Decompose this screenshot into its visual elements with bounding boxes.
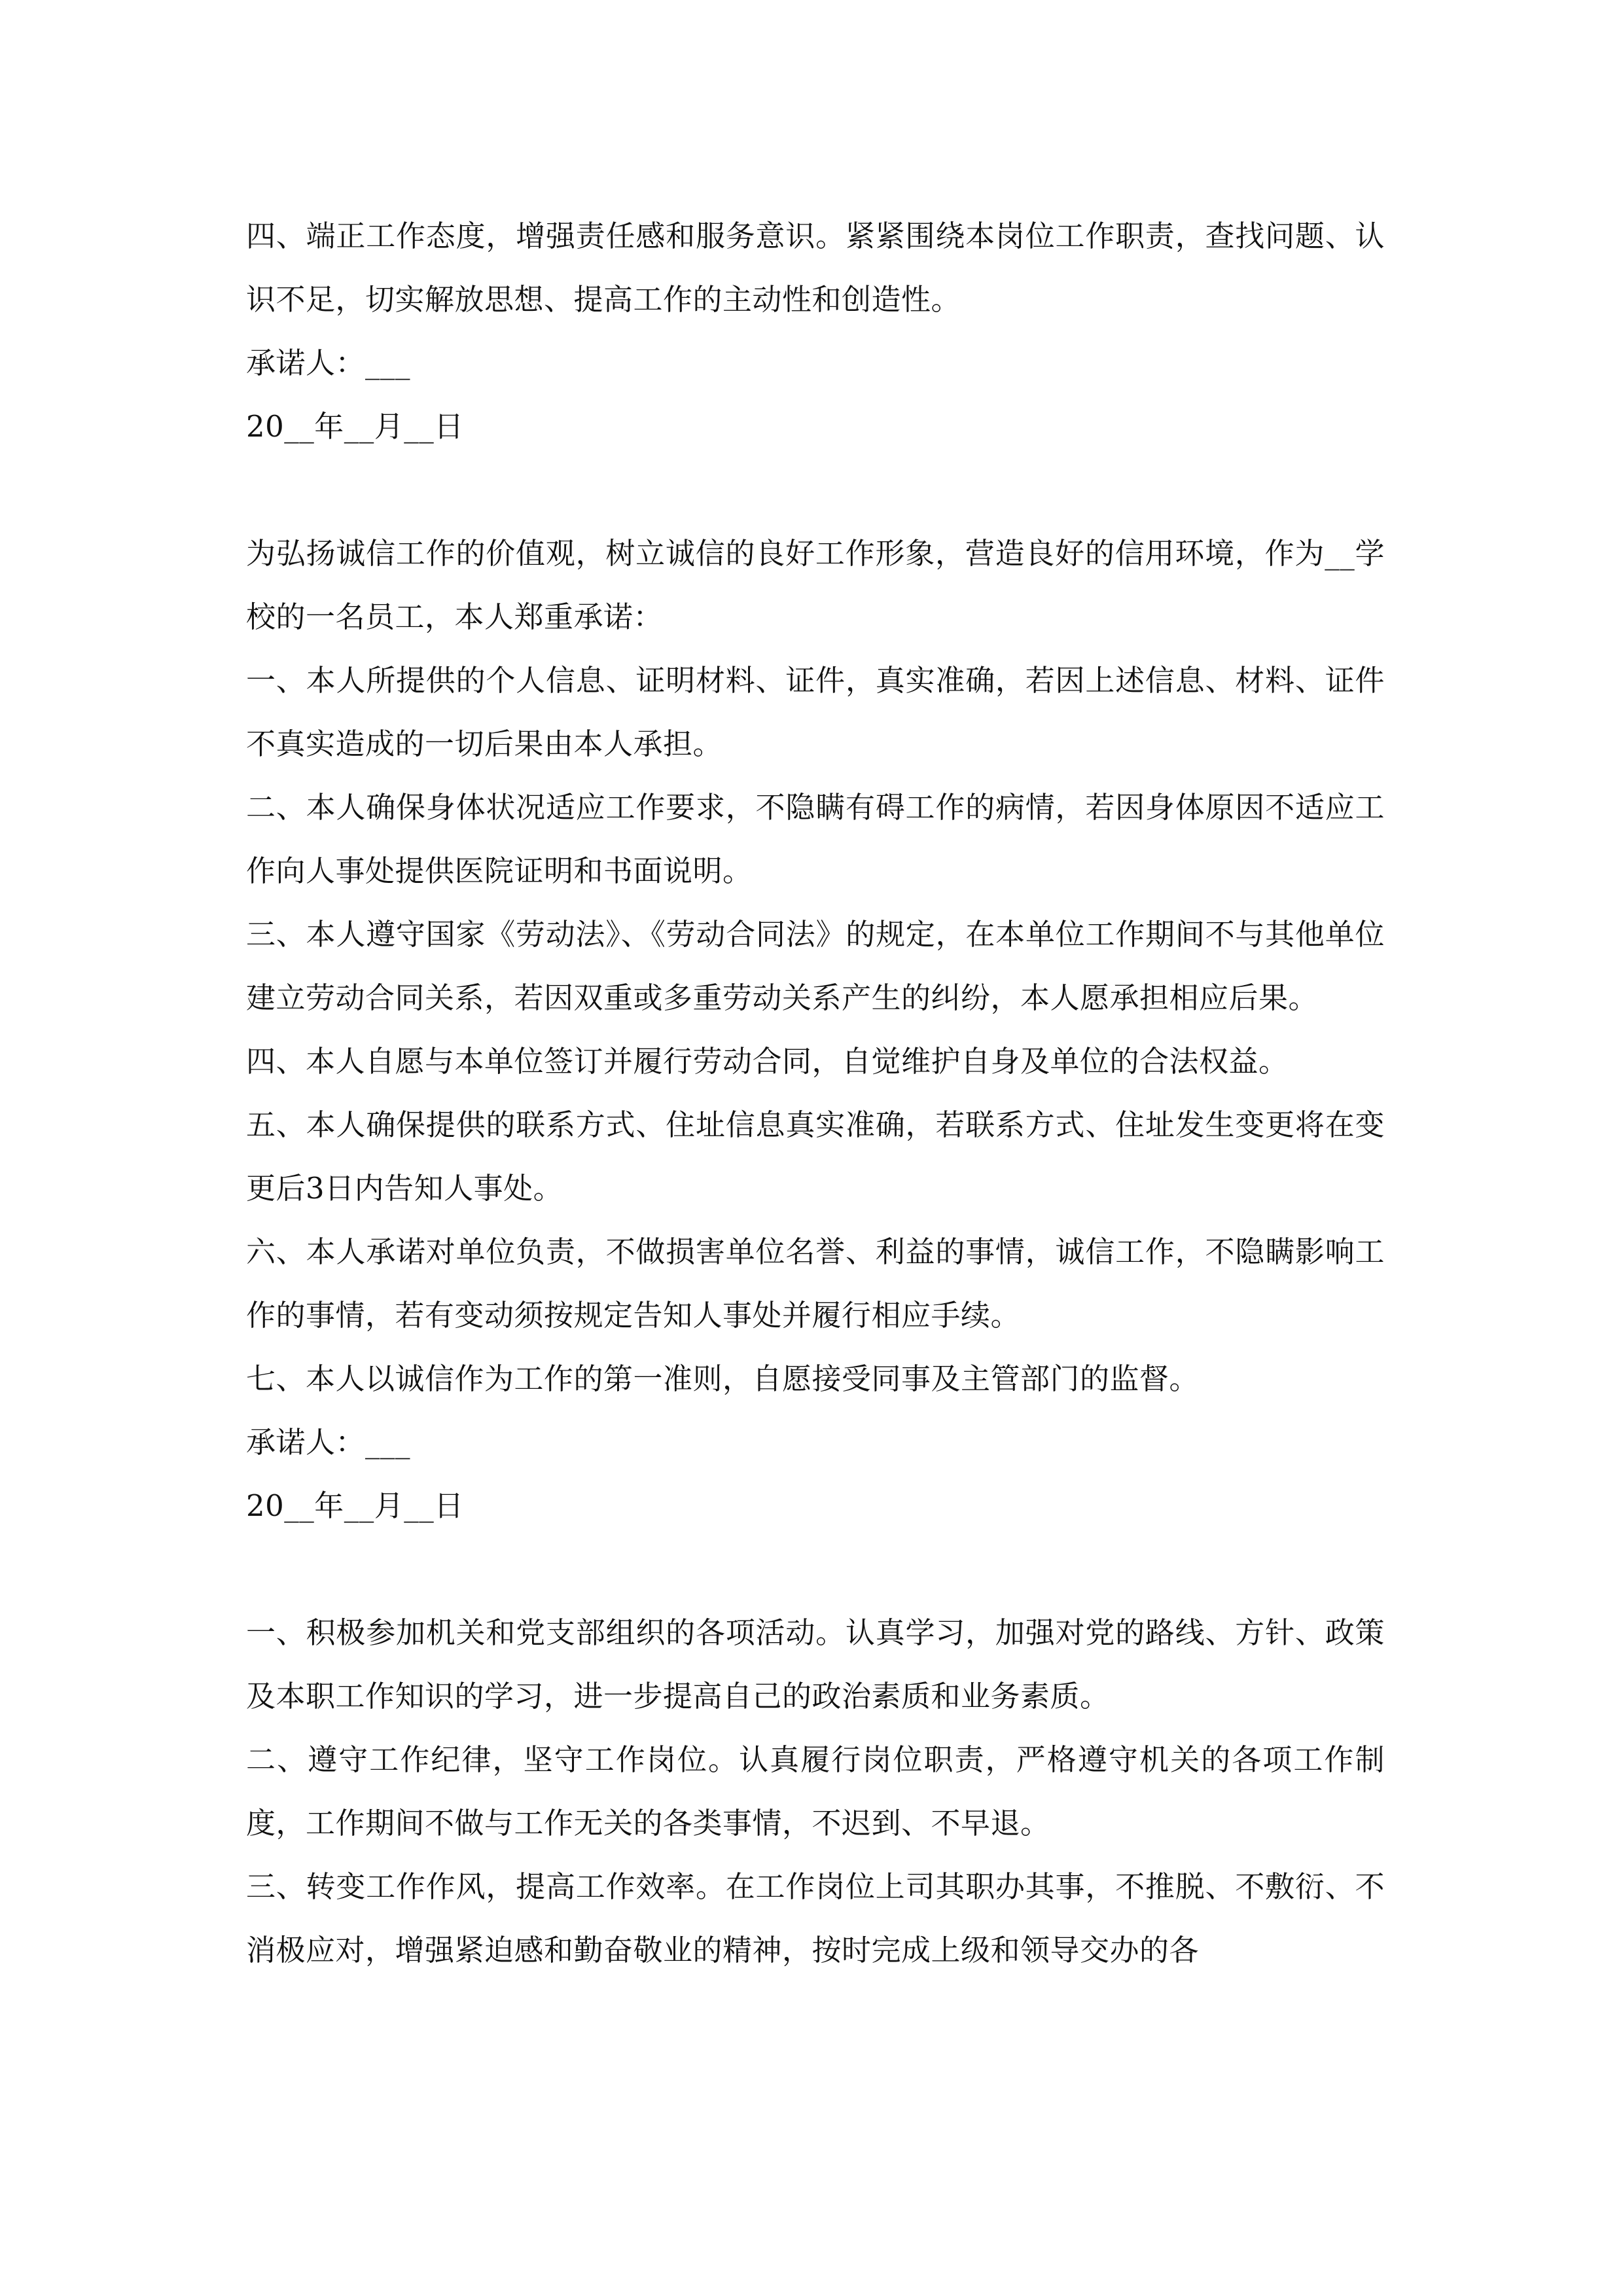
date-line: 20__年__月__日 (246, 1488, 464, 1523)
signer-line: 承诺人：___ (246, 1425, 411, 1460)
document-body (246, 204, 1385, 1982)
commitment-item-4: 四、端正工作态度，增强责任感和服务意识。紧紧围绕本岗位工作职责，查找问题、认识不足，切实解放思想、提高工作的主动性和创造性。 (246, 219, 1385, 317)
commitment-item: 六、本人承诺对单位负责，不做损害单位名誉、利益的事情，诚信工作，不隐瞒影响工作的事情，若有变动须按规定告知人事处并履行相应手续。 (246, 1234, 1385, 1333)
commitment-item: 二、本人确保身体状况适应工作要求，不隐瞒有碍工作的病情，若因身体原因不适应工作向人事处提供医院证明和书面说明。 (246, 790, 1385, 888)
commitment-item: 三、转变工作作风，提高工作效率。在工作岗位上司其职办其事，不推脱、不敷衍、不消极应对，增强紧迫感和勤奋敬业的精神，按时完成上级和领导交办的各 (246, 1869, 1385, 1967)
section-spacer (246, 458, 1385, 522)
section-spacer (246, 1537, 1385, 1601)
commitment-item: 七、本人以诚信作为工作的第一准则，自愿接受同事及主管部门的监督。 (246, 1361, 1200, 1396)
commitment-item: 五、本人确保提供的联系方式、住址信息真实准确，若联系方式、住址发生变更将在变更后3日内告知人事处。 (246, 1107, 1385, 1206)
commitment-item: 四、本人自愿与本单位签订并履行劳动合同，自觉维护自身及单位的合法权益。 (246, 1044, 1289, 1079)
commitment-item: 二、遵守工作纪律，坚守工作岗位。认真履行岗位职责，严格遵守机关的各项工作制度，工作期间不做与工作无关的各类事情，不迟到、不早退。 (246, 1742, 1385, 1840)
commitment-item: 三、本人遵守国家《劳动法》、《劳动合同法》的规定，在本单位工作期间不与其他单位建立劳动合同关系，若因双重或多重劳动关系产生的纠纷，本人愿承担相应后果。 (246, 917, 1385, 1015)
commitment-intro: 为弘扬诚信工作的价值观，树立诚信的良好工作形象，营造良好的信用环境，作为__学校的一名员工，本人郑重承诺： (246, 536, 1385, 634)
commitment-item: 一、积极参加机关和党支部组织的各项活动。认真学习，加强对党的路线、方针、政策及本职工作知识的学习，进一步提高自己的政治素质和业务素质。 (246, 1615, 1385, 1713)
commitment-item: 一、本人所提供的个人信息、证明材料、证件，真实准确，若因上述信息、材料、证件不真实造成的一切后果由本人承担。 (246, 663, 1385, 761)
date-line: 20__年__月__日 (246, 409, 464, 444)
signer-line: 承诺人：___ (246, 346, 411, 380)
